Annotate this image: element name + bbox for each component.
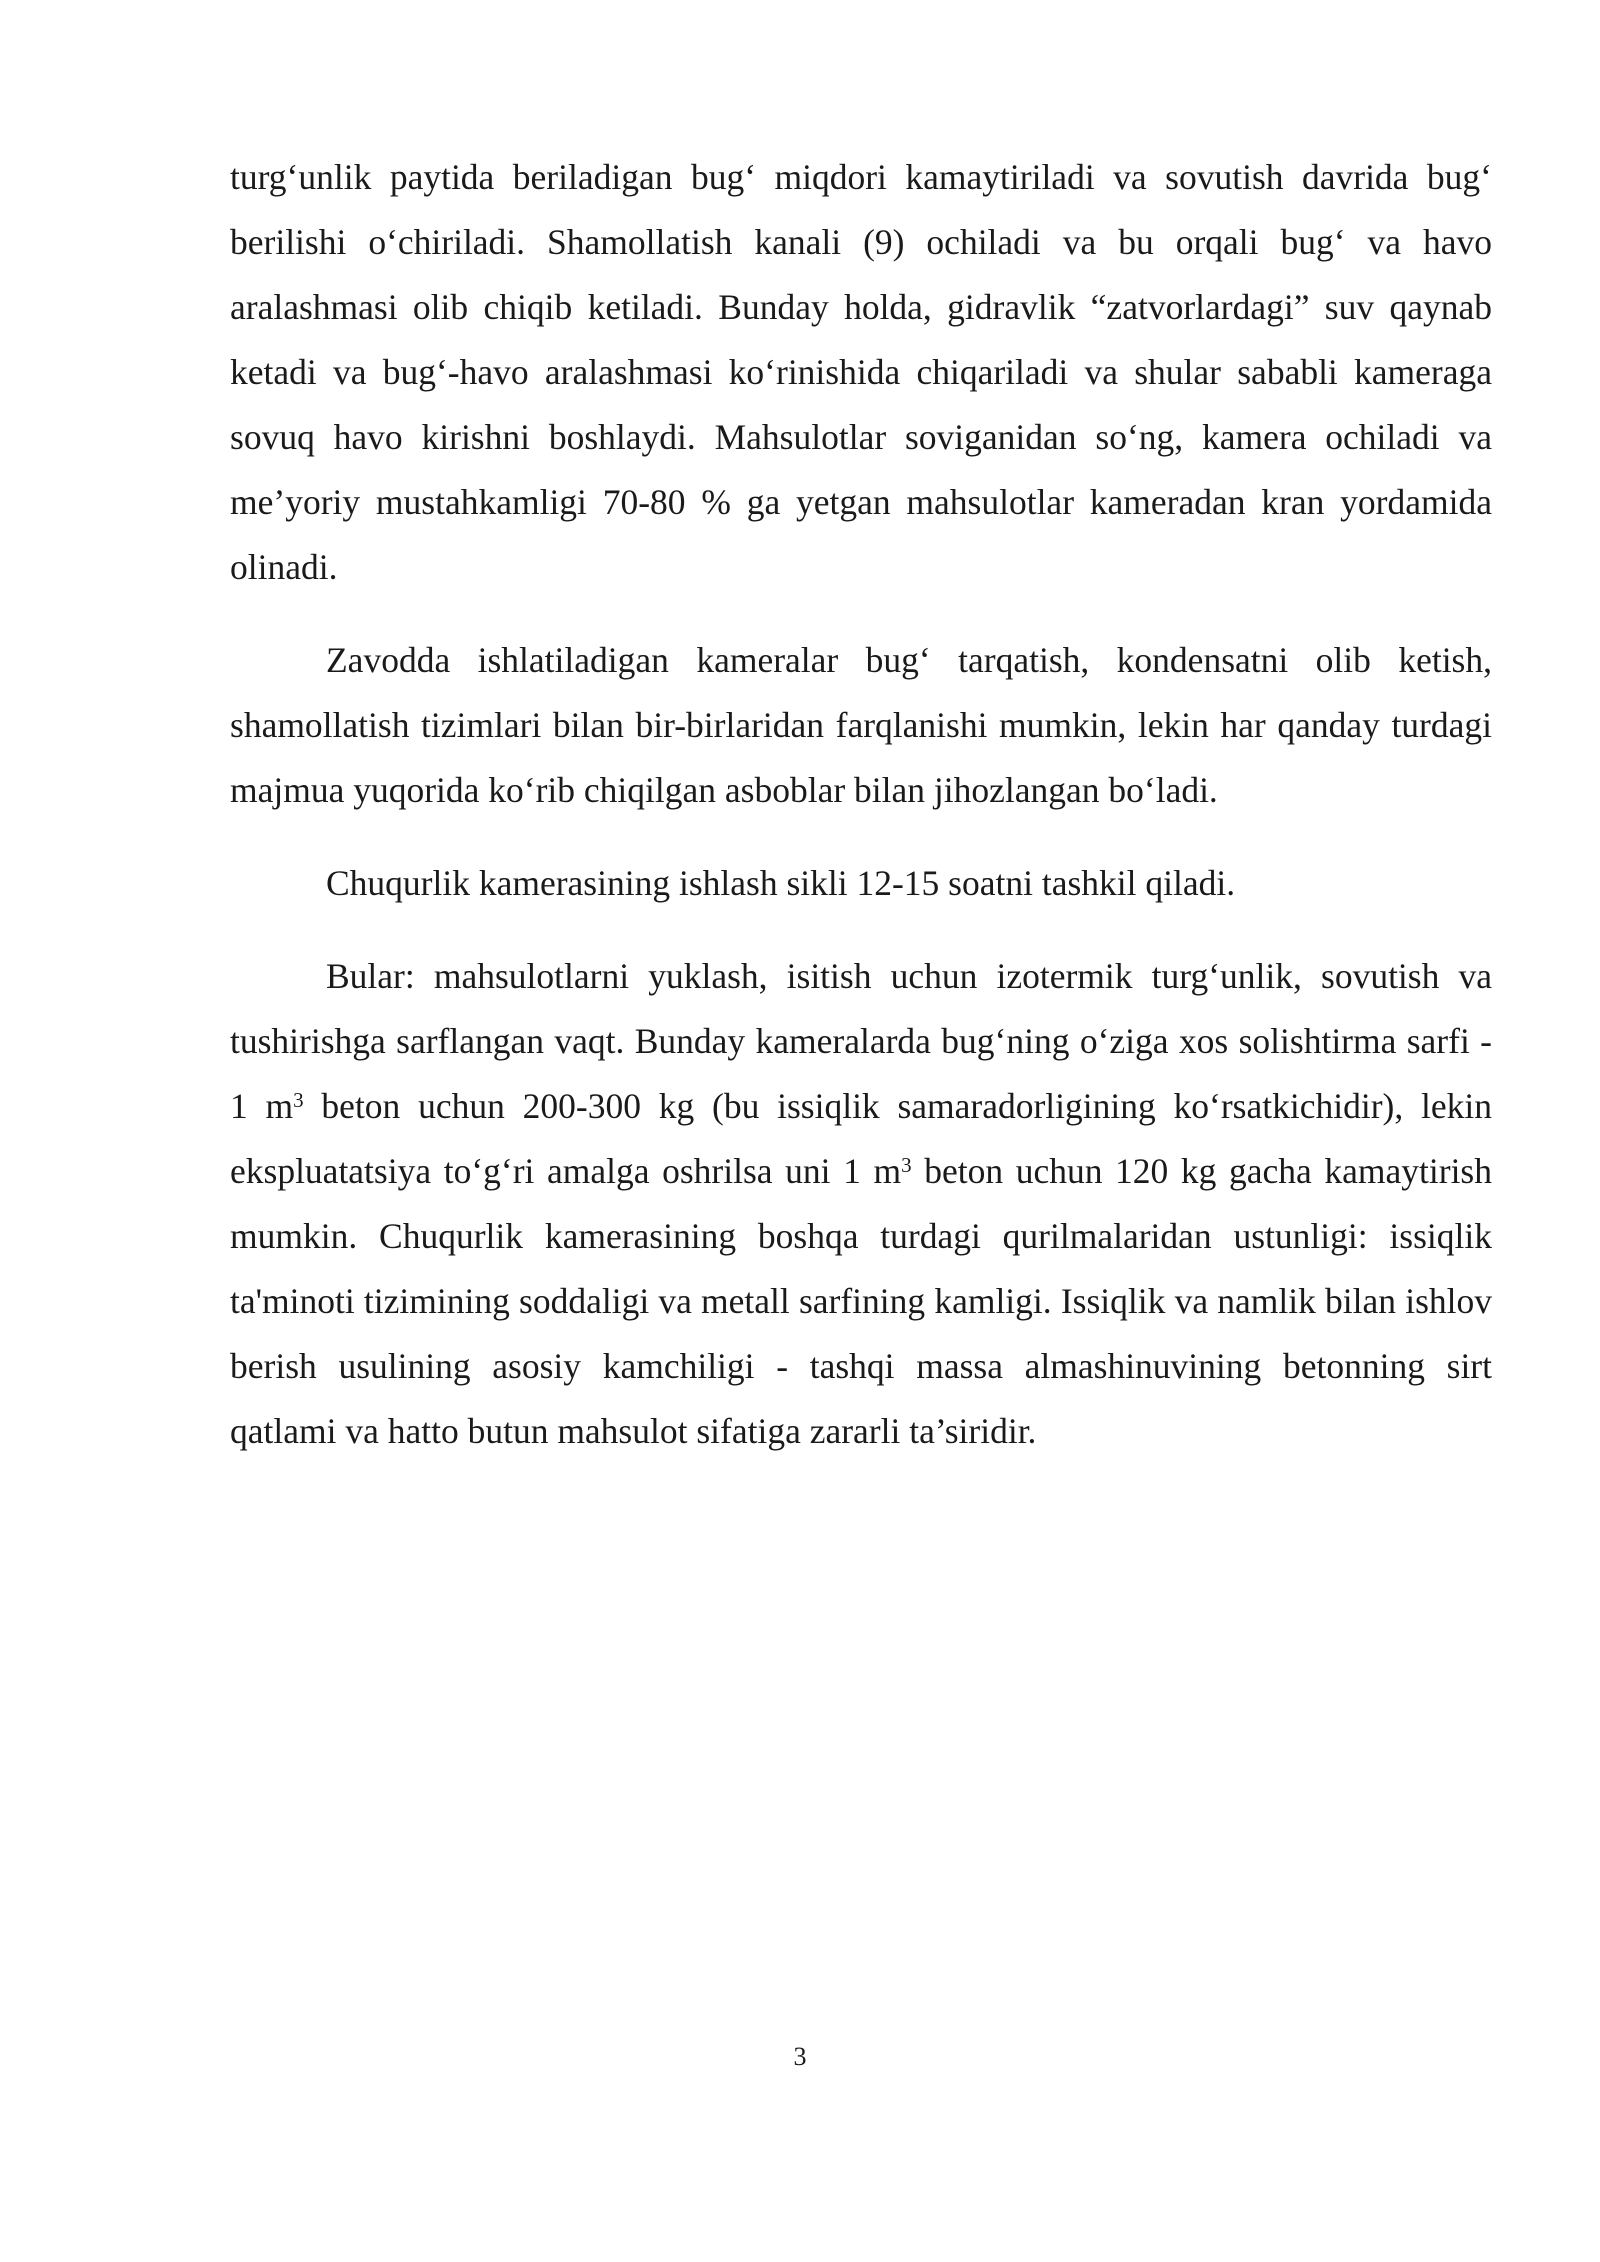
paragraph-3: Chuqurlik kamerasining ishlash sikli 12-15 soatni tashkil qiladi.: [326, 863, 1236, 903]
paragraph-4: [230, 944, 1492, 1464]
paragraph-4-part-2: beton uchun 200-300 kg (bu issiqlik samaradorligining ko‘rsatkichidir), lekin ekspluatatsiya to‘g‘ri amalga oshrilsa uni 1 m: [230, 1086, 1492, 1191]
document-body: [230, 145, 1492, 1492]
paragraph-4-part-1: Bular: mahsulotlarni yuklash, isitish uchun izotermik turg‘unlik, sovutish va tushirishga sarflangan vaqt. Bunday kameralarda bug‘ning o‘ziga xos solishtirma sarfi - 1 m: [230, 956, 1492, 1126]
superscript-cubic-1: 3: [293, 1088, 304, 1113]
paragraph-2: Zavodda ishlatiladigan kameralar bug‘ tarqatish, kondensatni olib ketish, shamollatish tizimlari bilan bir-birlaridan farqlanishi mumkin, lekin har qanday turdagi majmua yuqorida ko‘rib chiqilgan asboblar bilan jihozlangan bo‘ladi.: [230, 640, 1492, 810]
superscript-cubic-2: 3: [901, 1153, 912, 1178]
paragraph-1: turg‘unlik paytida beriladigan bug‘ miqdori kamaytiriladi va sovutish davrida bug‘ berilishi o‘chiriladi. Shamollatish kanali (9) ochiladi va bu orqali bug‘ va havo aralashmasi olib chiqib ketiladi. Bunday holda, gidravlik “zatvorlardagi” suv qaynab ketadi va bug‘-havo aralashmasi ko‘rinishida chiqariladi va shular sababli kameraga sovuq havo kirishni boshlaydi. Mahsulotlar soviganidan so‘ng, kamera ochiladi va me’yoriy mustahkamligi 70-80 % ga yetgan mahsulotlar kameradan kran yordamida olinadi.: [230, 157, 1492, 587]
paragraph-4-part-3: beton uchun 120 kg gacha kamaytirish mumkin. Chuqurlik kamerasining boshqa turdagi qurilmalaridan ustunligi: issiqlik ta'minoti tizimining soddaligi va metall sarfining kamligi. Issiqlik va namlik bilan ishlov berish usulining asosiy kamchiligi - tashqi massa almashinuvining betonning sirt qatlami va hatto butun mahsulot sifatiga zararli ta’siridir.: [230, 1151, 1492, 1451]
page-number: 3: [793, 2042, 807, 2071]
